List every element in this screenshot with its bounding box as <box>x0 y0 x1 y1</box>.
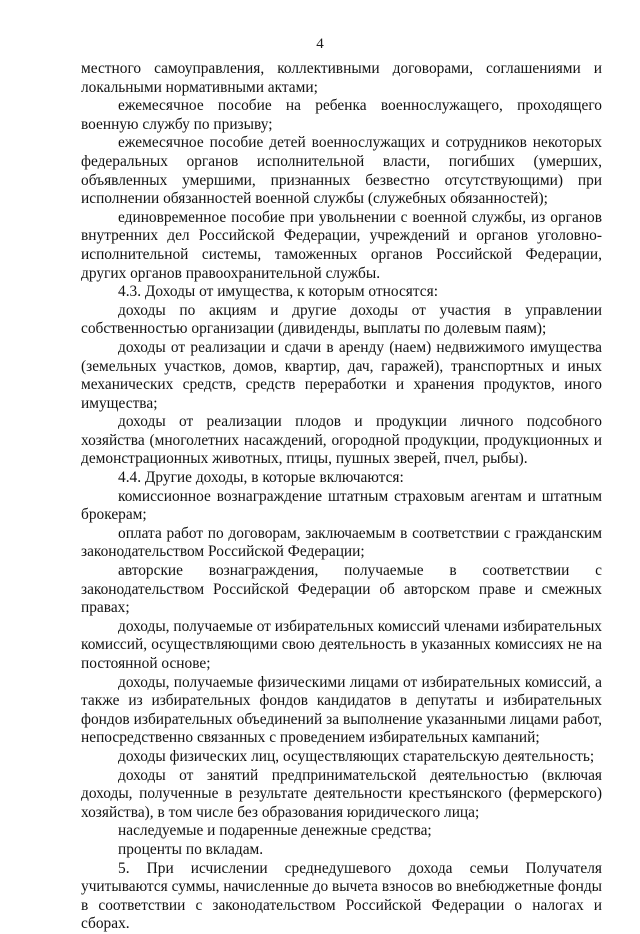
section-heading-4-4: 4.4. Другие доходы, в которые включаются: <box>118 469 404 487</box>
paragraph: доходы от занятий предпринимательской деятельностью (включая доходы, полученные в результате деятельности крестьянского (фермерского) хозяйства), в том числе без образования юридического лица; <box>81 766 602 821</box>
paragraph: доходы физических лиц, осуществляющих старательскую деятельность; <box>118 747 595 765</box>
paragraph: комиссионное вознаграждение штатным страховым агентам и штатным брокерам; <box>81 487 602 524</box>
paragraph: доходы, получаемые от избирательных комиссий членами избирательных комиссий, осуществляющими свою деятельность в указанных комиссиях не на постоянной основе; <box>81 617 602 672</box>
paragraph: наследуемые и подаренные денежные средства; <box>118 822 432 840</box>
paragraph: доходы по акциям и другие доходы от участия в управлении собственностью организации (дивиденды, выплаты по долевым паям); <box>81 301 602 338</box>
paragraph: ежемесячное пособие на ребенка военнослужащего, проходящего военную службу по призыву; <box>81 97 602 133</box>
section-5-paragraph: 5. При исчислении среднедушевого дохода семьи Получателя учитываются суммы, начисленные до вычета взносов во внебюджетные фонды в соответствии с законодательством Российской Федерации о налогах и сборах. <box>81 859 602 933</box>
paragraph: ежемесячное пособие детей военнослужащих и сотрудников некоторых федеральных органов исполнительной власти, погибших (умерших, объявленных умершими, признанных безвестно отсутствующими) при исполнении обязанностей военной службы (служебных обязанностей); <box>81 134 602 208</box>
paragraph: оплата работ по договорам, заключаемым в соответствии с гражданским законодательством Российской Федерации; <box>81 524 602 561</box>
section-heading-4-3: 4.3. Доходы от имущества, к которым относятся: <box>118 283 438 301</box>
paragraph-continuation: местного самоуправления, коллективными договорами, соглашениями и локальными нормативными актами; <box>81 60 602 96</box>
page-number: 4 <box>316 36 324 52</box>
paragraph: авторские вознаграждения, получаемые в соответствии с законодательством Российской Федерации об авторском праве и смежных правах; <box>81 562 602 617</box>
paragraph: единовременное пособие при увольнении с военной службы, из органов внутренних дел Российской Федерации, учреждений и органов уголовно-исполнительной системы, таможенных органов Российской Федерации, других органов правоохранительной службы. <box>81 208 602 282</box>
document-body <box>81 60 602 934</box>
paragraph: доходы от реализации и сдачи в аренду (наем) недвижимого имущества (земельных участков, домов, квартир, дач, гаражей), транспортных и иных механических средств, средств переработки и хранения продуктов, иного имущества; <box>81 338 602 412</box>
paragraph: проценты по вкладам. <box>118 840 264 858</box>
paragraph: доходы, получаемые физическими лицами от избирательных комиссий, а также из избирательных фондов кандидатов в депутаты и избирательных фондов избирательных объединений за выполнение указанными лицами работ, непосредственно связанных с проведением избирательных кампаний; <box>81 673 602 747</box>
paragraph: доходы от реализации плодов и продукции личного подсобного хозяйства (многолетних насаждений, огородной продукции, продукционных и демонстрационных животных, птицы, пушных зверей, пчел, рыбы). <box>81 413 602 468</box>
